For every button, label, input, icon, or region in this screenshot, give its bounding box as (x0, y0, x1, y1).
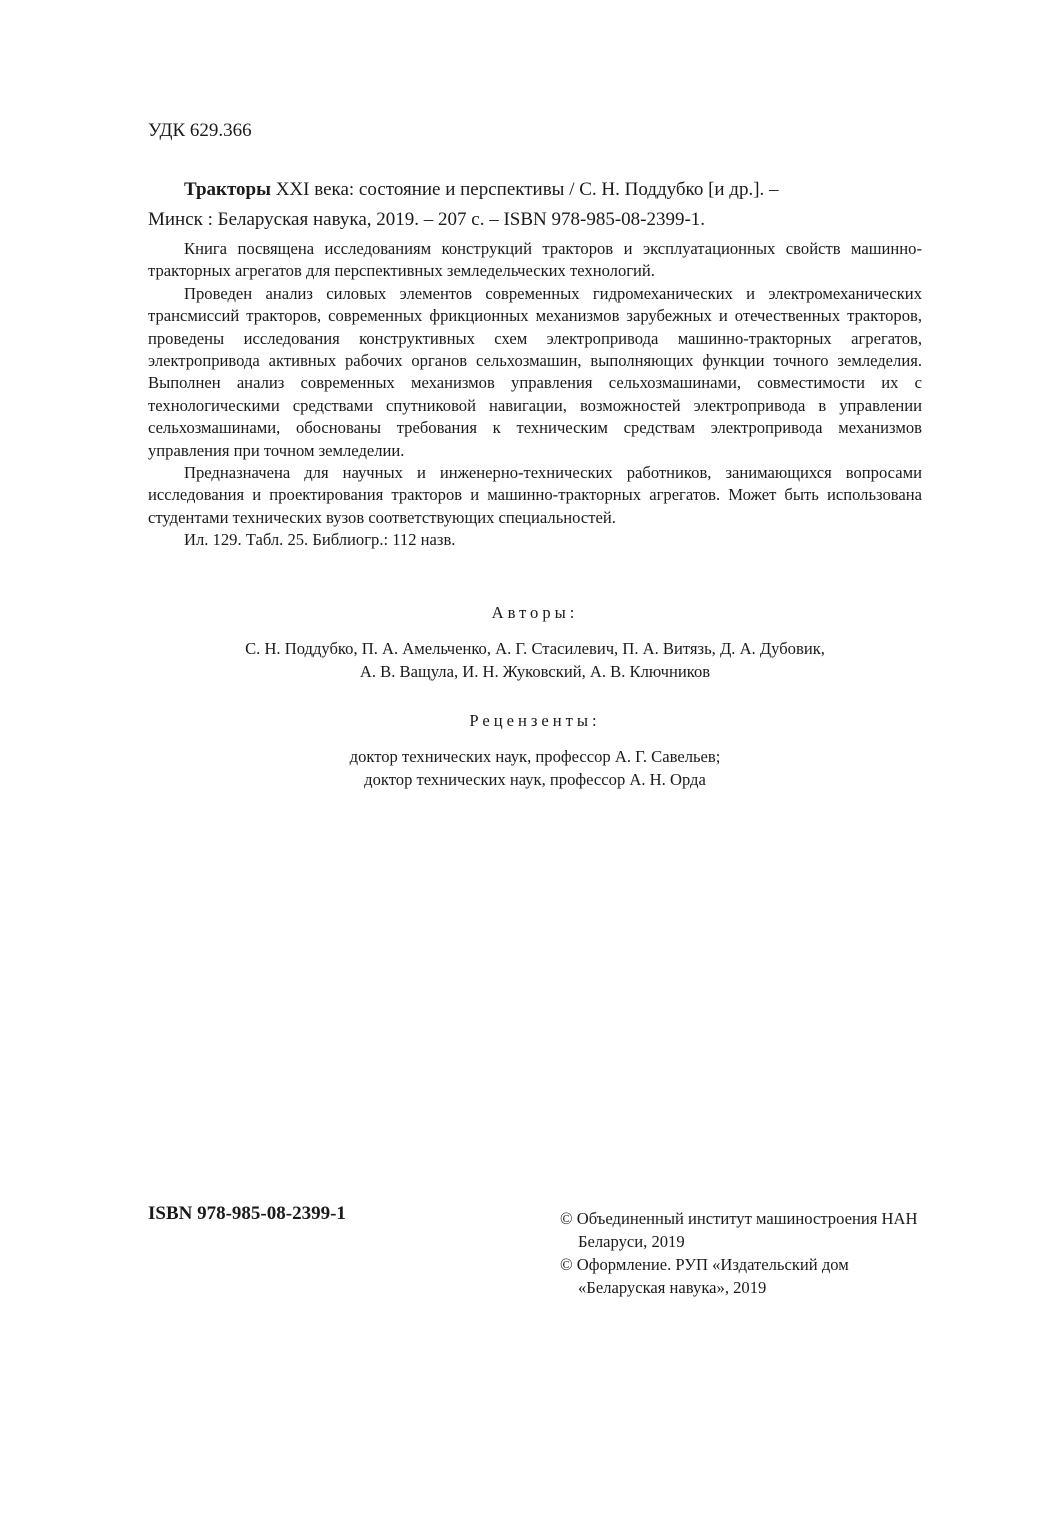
authors-list (148, 637, 922, 683)
abstract-paragraph-4: Ил. 129. Табл. 25. Библиогр.: 112 назв. (184, 530, 456, 550)
bibliographic-line-1 (148, 175, 922, 205)
reviewers-line-2: доктор технических наук, профессор А. Н. Орда (364, 770, 706, 789)
book-title: Тракторы (184, 179, 271, 200)
authors-heading: Авторы: (491, 603, 579, 622)
reviewers-heading: Рецензенты: (469, 711, 601, 730)
abstract-paragraph-1: Книга посвящена исследованиям конструкций тракторов и эксплуатационных свойств машинно-тракторных агрегатов для перспективных земледельческих технологий. (148, 239, 922, 281)
copyright-block (560, 1207, 930, 1299)
authors-line-1: С. Н. Поддубко, П. А. Амельченко, А. Г. Стасилевич, П. А. Витязь, Д. А. Дубовик, (245, 639, 825, 658)
reviewers-list (148, 745, 922, 791)
udk-code: УДК 629.366 (148, 120, 252, 141)
reviewers-line-1: доктор технических наук, профессор А. Г. Савельев; (349, 747, 721, 766)
copyright-item-1: © Объединенный институт машиностроения НАН Беларуси, 2019 (560, 1209, 918, 1251)
authors-line-2: А. В. Ващула, И. Н. Жуковский, А. В. Ключников (359, 662, 711, 681)
bibliographic-line-1-rest: XXI века: состояние и перспективы / С. Н. Поддубко [и др.]. – (270, 179, 779, 200)
isbn: ISBN 978-985-08-2399-1 (148, 1203, 346, 1224)
abstract (148, 238, 922, 552)
bibliographic-line-2: Минск : Беларуская навука, 2019. – 207 с. – ISBN 978-985-08-2399-1. (148, 209, 706, 230)
copyright-item-2: © Оформление. РУП «Издательский дом «Беларуская навука», 2019 (560, 1255, 849, 1297)
bibliographic-record (148, 175, 922, 235)
abstract-paragraph-3: Предназначена для научных и инженерно-технических работников, занимающихся вопросами исследования и проектирования тракторов и машинно-тракторных агрегатов. Может быть использована студентами технических вузов соответствующих специальностей. (148, 463, 922, 527)
abstract-paragraph-2: Проведен анализ силовых элементов современных гидромеханических и электромеханических трансмиссий тракторов, современных фрикционных механизмов зарубежных и отечественных тракторов, проведены исследования конструктивных схем электропривода машинно-тракторных агрегатов, электропривода активных рабочих органов сельхозмашин, выполняющих функции точного земледелия. Выполнен анализ современных механизмов управления сельхозмашинами, совместимости их с технологическими средствами спутниковой навигации, возможностей электропривода в управлении сельхозмашинами, обоснованы требования к техническим средствам электропривода механизмов управления при точном земледелии. (148, 283, 922, 460)
